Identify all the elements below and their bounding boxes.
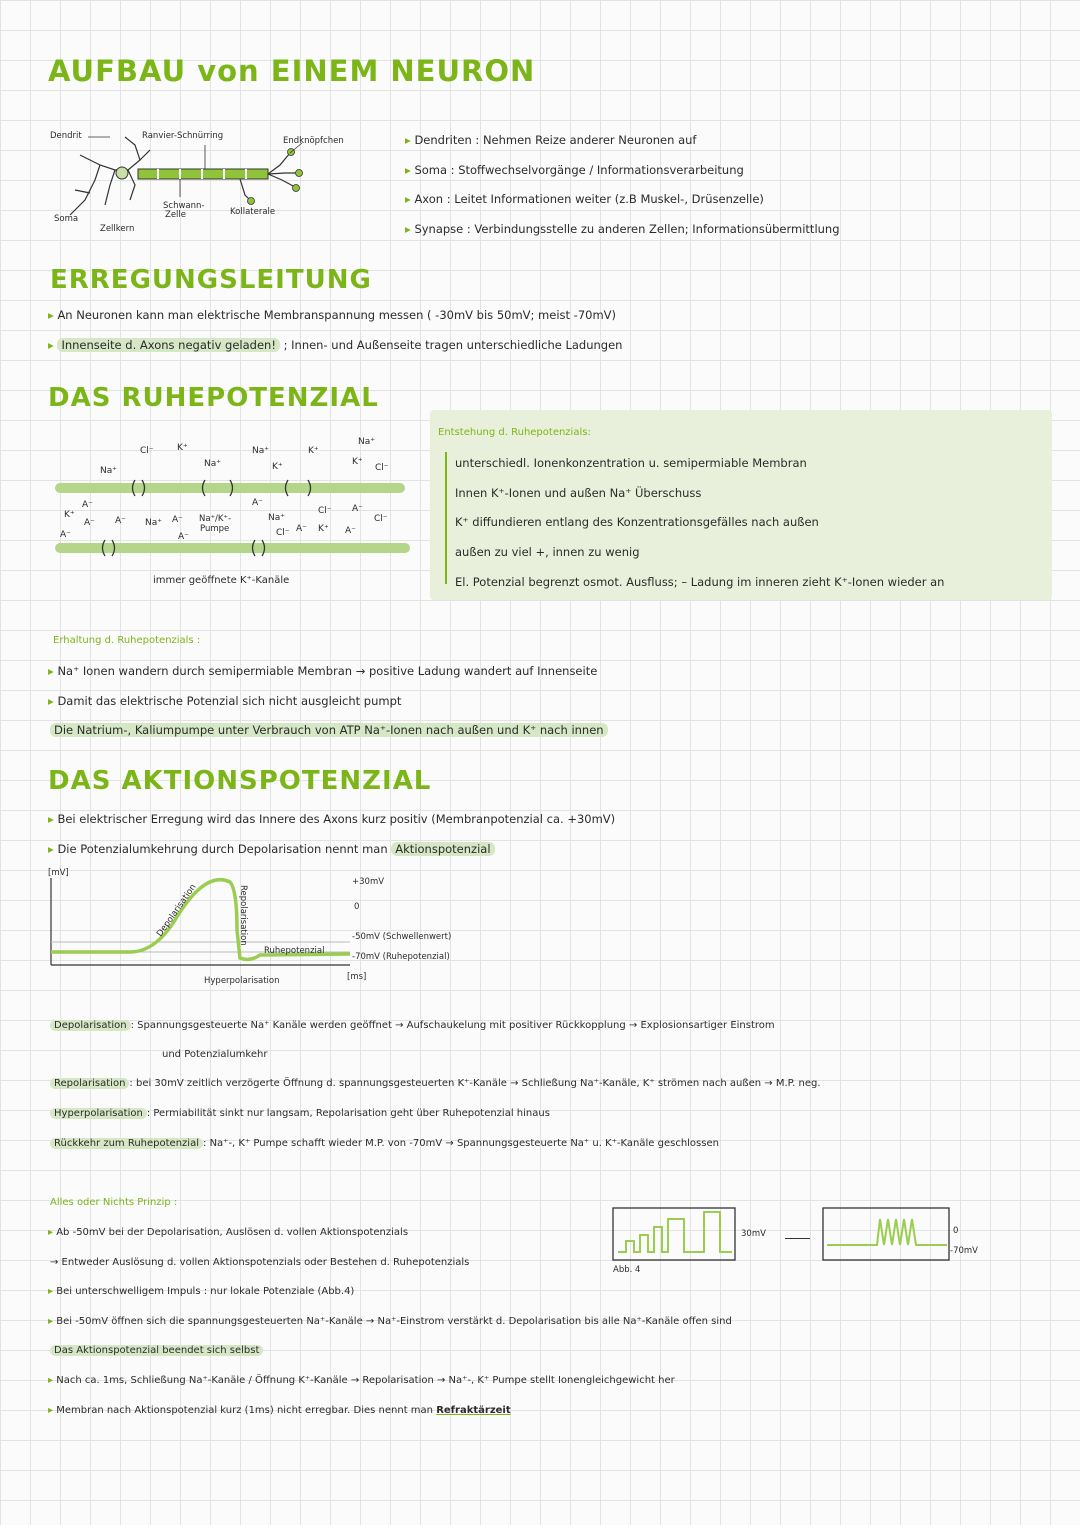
def-synapse: ▸ Synapse : Verbindungsstelle zu anderen Zellen; Informationsübermittlung: [405, 222, 840, 236]
graph-v70: -70mV (Ruhepotenzial): [352, 952, 450, 962]
ion-na: Na⁺: [268, 513, 285, 523]
graph-xunit: [ms]: [347, 972, 367, 982]
abb4-graph-1: [612, 1207, 737, 1262]
channel-label: immer geöffnete K⁺-Kanäle: [153, 575, 290, 586]
ion-na: Na⁺: [145, 518, 162, 528]
erhaltung-title: Erhaltung d. Ruhepotenzials :: [53, 635, 201, 646]
label-schwann: Schwann-: [163, 201, 205, 211]
alles-line-1: ▸ Ab -50mV bei der Depolarisation, Auslösen d. vollen Aktionspotenzials: [48, 1227, 409, 1238]
entstehung-title: Entstehung d. Ruhepotenzials:: [438, 427, 591, 438]
ion-a: A⁻: [60, 530, 71, 540]
ion-k: K⁺: [64, 510, 75, 520]
graph-yunit: [mV]: [48, 868, 69, 878]
pump-label-2: Pumpe: [200, 524, 230, 534]
ion-k: K⁺: [352, 457, 363, 467]
aktion-line-1: ▸ Bei elektrischer Erregung wird das Innere des Axons kurz positiv (Membranpotenzial ca. +30mV): [48, 812, 616, 826]
entstehung-item: K⁺ diffundieren entlang des Konzentrationsgefälles nach außen: [455, 515, 819, 529]
label-zellkern: Zellkern: [100, 224, 135, 234]
graph-repol: Repolarisation: [238, 885, 248, 946]
def-soma: ▸ Soma : Stoffwechselvorgänge / Informationsverarbeitung: [405, 163, 744, 177]
abb4-mv30: 30mV: [741, 1229, 766, 1239]
graph-depol: Depolarisation: [155, 882, 199, 939]
entstehung-line: [445, 452, 447, 584]
graph-v0: 0: [354, 902, 360, 912]
alles-line-4: ▸ Bei -50mV öffnen sich die spannungsgesteuerten Na⁺-Kanäle → Na⁺-Einstrom verstärkt d. Depolarisation bis alle Na⁺-Kanäle offen sind: [48, 1316, 732, 1327]
ion-cl: Cl⁻: [375, 463, 389, 473]
ion-a: A⁻: [84, 518, 95, 528]
entstehung-item: El. Potenzial begrenzt osmot. Ausfluss; – Ladung im inneren zieht K⁺-Ionen wieder an: [455, 575, 945, 589]
ion-na: Na⁺: [252, 446, 269, 456]
def-depolarisation-2: und Potenzialumkehr: [162, 1049, 268, 1060]
erhaltung-line-3: Die Natrium-, Kaliumpumpe unter Verbrauch von ATP Na⁺-Ionen nach außen und K⁺ nach innen: [50, 723, 608, 737]
alles-line-7: ▸ Membran nach Aktionspotenzial kurz (1ms) nicht erregbar. Dies nennt man Refraktärzeit: [48, 1405, 511, 1416]
entstehung-item: außen zu viel +, innen zu wenig: [455, 545, 640, 559]
label-ranvier: Ranvier-Schnürring: [142, 131, 224, 141]
title-erregung: ERREGUNGSLEITUNG: [50, 265, 372, 295]
entstehung-item: unterschiedl. Ionenkonzentration u. semipermiable Membran: [455, 456, 807, 470]
membrane-diagram: [50, 430, 420, 575]
ion-a: A⁻: [172, 515, 183, 525]
ion-a: A⁻: [296, 524, 307, 534]
abb4-graph-2: [822, 1207, 950, 1262]
erregung-line-1: ▸ An Neuronen kann man elektrische Membranspannung messen ( -30mV bis 50mV; meist -70mV): [48, 308, 617, 322]
alles-line-5: Das Aktionspotenzial beendet sich selbst: [50, 1345, 263, 1356]
def-hyperpolarisation: Hyperpolarisation : Permiabilität sinkt nur langsam, Repolarisation geht über Ruhepotenzial hinaus: [50, 1108, 550, 1119]
action-potential-graph: [45, 870, 355, 975]
def-depolarisation: Depolarisation : Spannungsgesteuerte Na⁺ Kanäle werden geöffnet → Aufschaukelung mit positiver Rückkopplung → Explosionsartiger Einstrom: [50, 1020, 775, 1031]
ion-a: A⁻: [178, 532, 189, 542]
ion-cl: Cl⁻: [276, 528, 290, 538]
aktion-line-2: ▸ Die Potenzialumkehrung durch Depolarisation nennt man Aktionspotenzial: [48, 842, 495, 856]
title-neuron: AUFBAU von EINEM NEURON: [48, 54, 536, 88]
pump-label: Na⁺/K⁺-: [199, 514, 232, 524]
alles-line-2: → Entweder Auslösung d. vollen Aktionspotenzials oder Bestehen d. Ruhepotenzials: [50, 1257, 470, 1268]
def-repolarisation: Repolarisation : bei 30mV zeitlich verzögerte Öffnung d. spannungsgesteuerten K⁺-Kanäle → Schließung Na⁺-Kanäle, K⁺ strömen nach außen → M.P. neg.: [50, 1078, 821, 1089]
label-endknoepfchen: Endknöpfchen: [283, 136, 344, 146]
alles-title: Alles oder Nichts Prinzip :: [50, 1197, 178, 1208]
title-ruhe: DAS RUHEPOTENZIAL: [48, 383, 379, 413]
ion-k: K⁺: [272, 462, 283, 472]
label-soma: Soma: [54, 214, 79, 224]
graph-v30: +30mV: [352, 877, 385, 887]
ion-k: K⁺: [318, 524, 329, 534]
ion-cl: Cl⁻: [318, 506, 332, 516]
abb4-mv0: 0: [953, 1226, 959, 1236]
graph-v50: -50mV (Schwellenwert): [352, 932, 452, 942]
label-dendrit: Dendrit: [50, 131, 82, 141]
label-schwann-2: Zelle: [165, 210, 187, 220]
abb4-label: Abb. 4: [613, 1265, 641, 1275]
erregung-line-2: ▸ Innenseite d. Axons negativ geladen! ; Innen- und Außenseite tragen unterschiedliche Ladungen: [48, 338, 623, 352]
ion-na: Na⁺: [100, 466, 117, 476]
ion-na: Na⁺: [358, 437, 375, 447]
def-axon: ▸ Axon : Leitet Informationen weiter (z.B Muskel-, Drüsenzelle): [405, 192, 764, 206]
title-aktion: DAS AKTIONSPOTENZIAL: [48, 766, 432, 796]
ion-cl: Cl⁻: [374, 514, 388, 524]
alles-line-3: ▸ Bei unterschwelligem Impuls : nur lokale Potenziale (Abb.4): [48, 1286, 355, 1297]
erhaltung-line-1: ▸ Na⁺ Ionen wandern durch semipermiable Membran → positive Ladung wandert auf Innenseite: [48, 664, 598, 678]
ion-k: K⁺: [308, 446, 319, 456]
ion-a: A⁻: [345, 526, 356, 536]
ion-a: A⁻: [82, 500, 93, 510]
ion-cl: Cl⁻: [140, 446, 154, 456]
ion-k: K⁺: [177, 443, 188, 453]
entstehung-item: Innen K⁺-Ionen und außen Na⁺ Überschuss: [455, 486, 702, 500]
label-kollaterale: Kollaterale: [230, 207, 276, 217]
dash: [785, 1238, 810, 1239]
erhaltung-line-2: ▸ Damit das elektrische Potenzial sich nicht ausgleicht pumpt: [48, 694, 402, 708]
ion-na: Na⁺: [204, 459, 221, 469]
def-dendriten: ▸ Dendriten : Nehmen Reize anderer Neuronen auf: [405, 133, 697, 147]
def-rueckkehr: Rückkehr zum Ruhepotenzial : Na⁺-, K⁺ Pumpe schafft wieder M.P. von -70mV → Spannungsgesteuerte Na⁺ u. K⁺-Kanäle geschlossen: [50, 1138, 719, 1149]
ion-a: A⁻: [252, 498, 263, 508]
abb4-mv70: -70mV: [950, 1246, 978, 1256]
graph-hyper: Hyperpolarisation: [204, 976, 280, 986]
alles-line-6: ▸ Nach ca. 1ms, Schließung Na⁺-Kanäle / Öffnung K⁺-Kanäle → Repolarisation → Na⁺-, K⁺ Pumpe stellt Ionengleichgewicht her: [48, 1375, 675, 1386]
entstehung-box: [430, 410, 1052, 600]
ion-a: A⁻: [115, 516, 126, 526]
graph-ruhe: Ruhepotenzial: [264, 946, 325, 956]
ion-a: A⁻: [352, 504, 363, 514]
